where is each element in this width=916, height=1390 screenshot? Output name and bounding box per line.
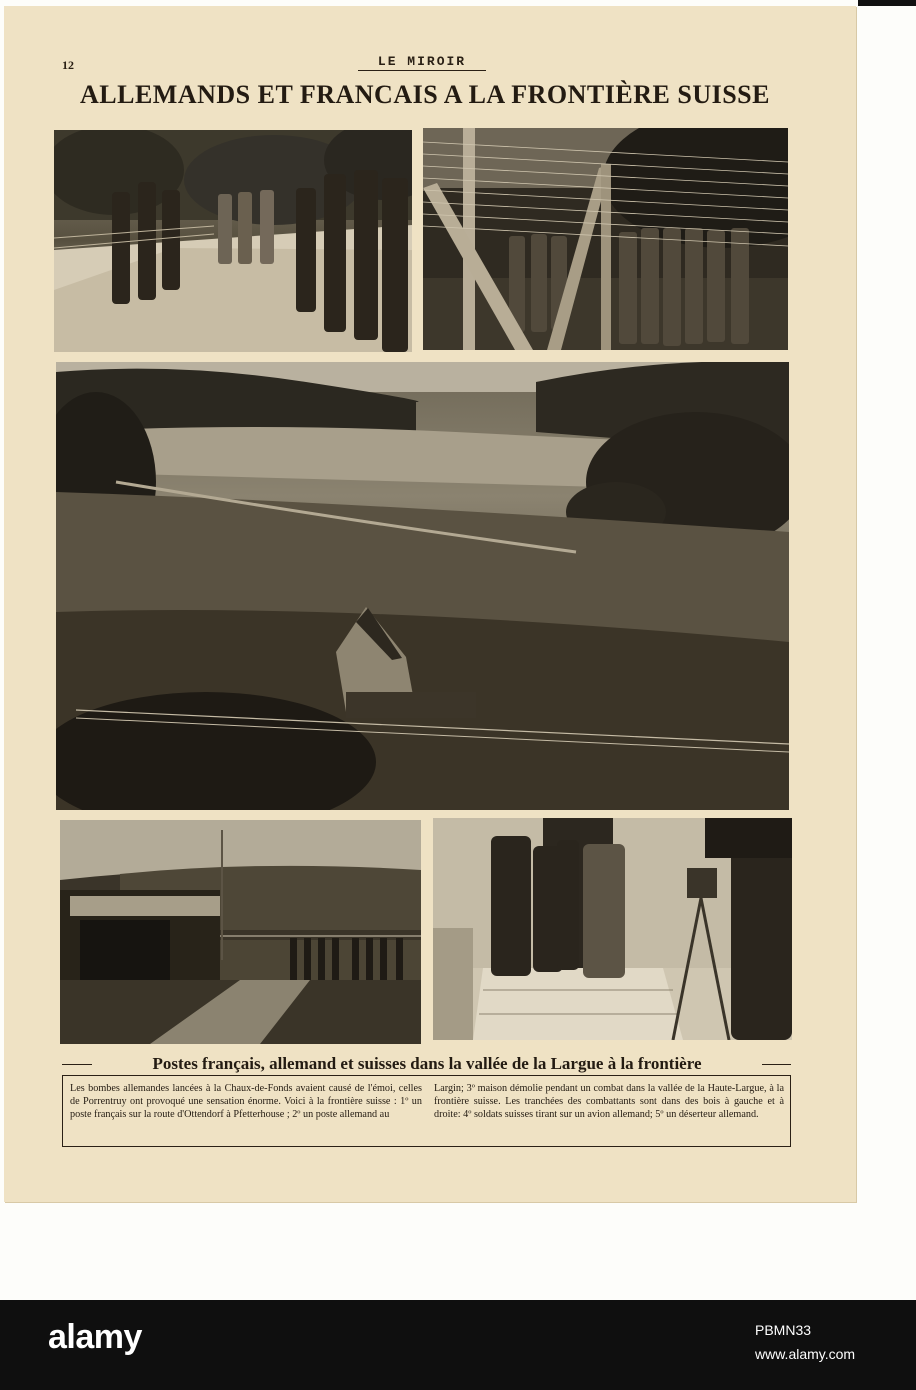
photo-french-post [54,130,412,352]
scan-corner-mark [858,0,916,6]
headline: ALLEMANDS ET FRANCAIS A LA FRONTIÈRE SUISSE [80,80,770,109]
photo-german-post [423,128,788,350]
page-number: 12 [62,58,74,72]
caption-column-left: Les bombes allemandes lancées à la Chaux-de-Fonds avaient causé de l'émoi, celles de Porrentruy ont provoqué une sensation énorme. Voici à la frontière suisse : 1º un poste français sur la route d'Ottendorf à Pfetterhouse ; 2º un poste allemand au [70,1083,422,1121]
caption-column-right: Largin; 3º maison démolie pendant un combat dans la vallée de la Haute-Largue, à la frontière suisse. Les tranchées des combattants sont dans des bois à gauche et à droite: 4º soldats suisses tirant sur un avion allemand; 5º un déserteur allemand. [434,1083,784,1121]
stock-image-id: PBMN33 [755,1322,812,1338]
stock-url: www.alamy.com [755,1346,856,1362]
stock-logo: alamy [48,1318,142,1356]
photo-german-deserter [433,818,792,1040]
photo-swiss-soldiers-firing [60,820,421,1044]
photo-valley-demolished-house [56,362,789,810]
masthead: LE MIROIR [358,54,486,71]
caption-title: Postes français, allemand et suisses dans la vallée de la Largue à la frontière [92,1054,762,1074]
